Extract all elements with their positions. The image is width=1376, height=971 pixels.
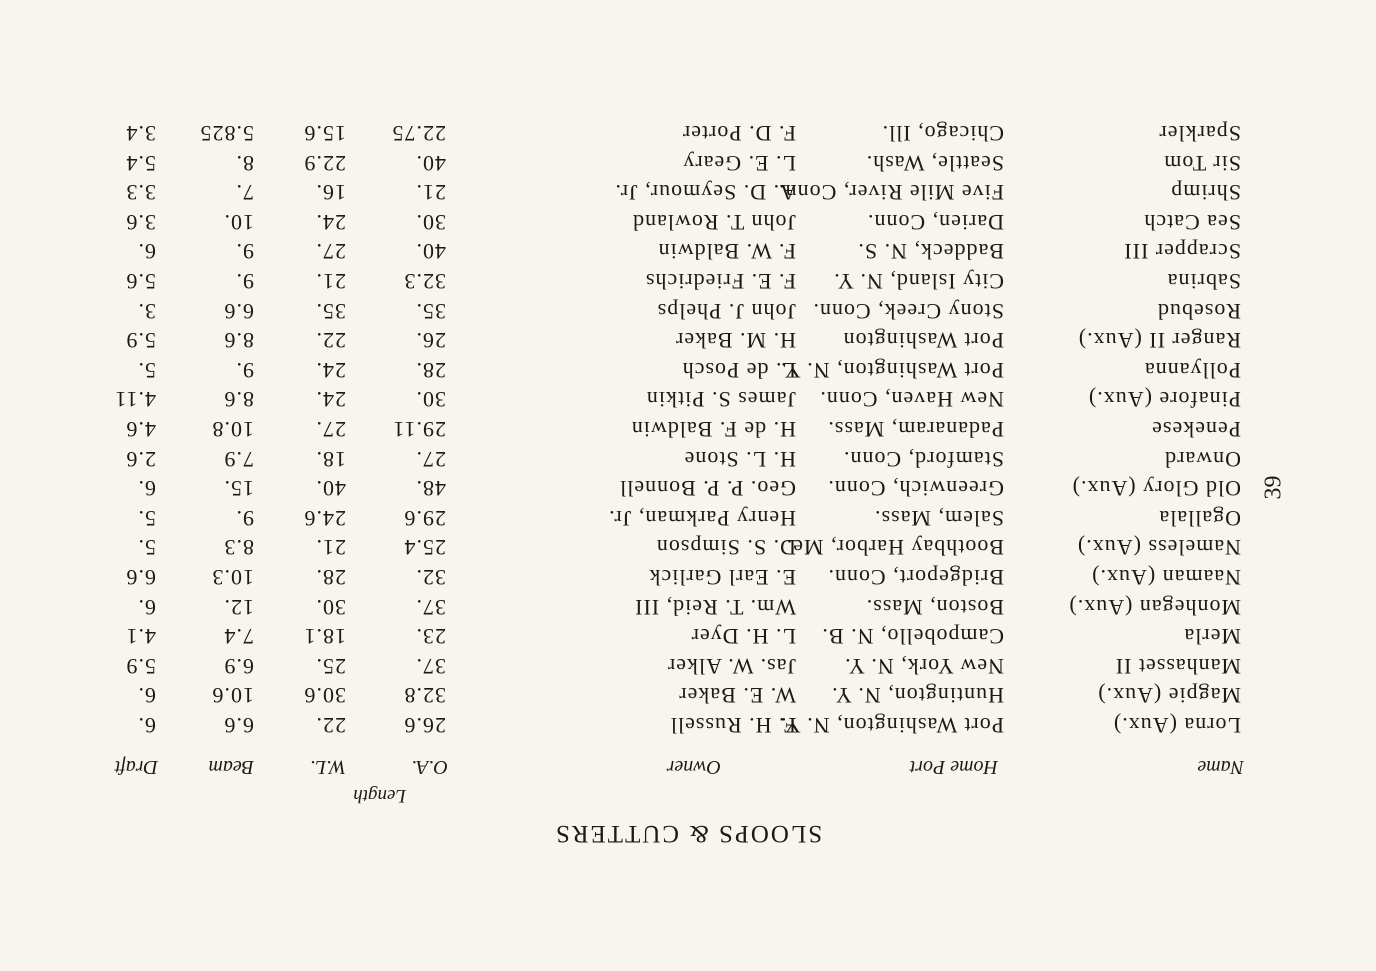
owner-name: D. S. Simpson bbox=[655, 535, 796, 561]
length-wl: 27. bbox=[315, 239, 346, 265]
draft-value: 4.6 bbox=[125, 417, 156, 442]
draft-value: 4.1 bbox=[125, 624, 156, 650]
length-oa: 40. bbox=[415, 239, 446, 265]
length-oa: 23. bbox=[415, 624, 446, 650]
draft-value: 6.6 bbox=[125, 565, 156, 590]
home-port: Campobello, N. B. bbox=[821, 624, 1004, 650]
length-wl: 24. bbox=[315, 387, 346, 413]
draft-value: 6. bbox=[137, 476, 156, 502]
length-wl: 40. bbox=[315, 476, 346, 502]
beam-value: 6.9 bbox=[223, 653, 254, 679]
table-row bbox=[0, 235, 1376, 265]
length-oa: 25.4 bbox=[403, 535, 446, 561]
page-heading: SLOOPS & CUTTERS bbox=[553, 820, 823, 847]
yacht-name: Nameless (Aux.) bbox=[1076, 535, 1241, 561]
length-wl: 22.9 bbox=[303, 150, 346, 176]
owner-name: John J. Phelps bbox=[656, 298, 796, 324]
length-wl: 22. bbox=[315, 713, 346, 738]
length-oa: 32. bbox=[415, 565, 446, 590]
owner-name: F. H. Russell bbox=[669, 713, 796, 738]
table-row bbox=[0, 709, 1376, 739]
length-wl: 30.6 bbox=[303, 683, 346, 709]
home-port: Five Mile River, Conn. bbox=[778, 180, 1004, 206]
yacht-name: Naaman (Aux.) bbox=[1091, 565, 1241, 590]
yacht-name: Penekese bbox=[1151, 417, 1241, 442]
owner-name: James S. Pitkin bbox=[645, 387, 796, 413]
owner-name: F. E. Friedrichs bbox=[644, 269, 796, 294]
owner-name: Jas. W. Alker bbox=[666, 653, 796, 679]
yacht-name: Old Glory (Aux.) bbox=[1071, 476, 1241, 502]
length-oa: 48. bbox=[415, 476, 446, 502]
length-wl: 18.1 bbox=[303, 624, 346, 650]
home-port: Port Washington, N. Y. bbox=[780, 357, 1004, 383]
home-port: Stamford, Conn. bbox=[842, 446, 1004, 472]
length-wl: 21. bbox=[315, 535, 346, 561]
table-row bbox=[0, 561, 1376, 591]
home-port: Greenwich, Conn. bbox=[827, 476, 1004, 502]
owner-name: Wm. T. Reid, III bbox=[634, 594, 796, 620]
table-row bbox=[0, 205, 1376, 235]
draft-value: 4.11 bbox=[114, 387, 156, 413]
column-header-draft: Draft bbox=[114, 756, 158, 778]
yacht-name: Lorna (Aux.) bbox=[1112, 713, 1241, 738]
length-wl: 35. bbox=[315, 298, 346, 324]
owner-name: L. E. Geary bbox=[682, 150, 796, 176]
home-port: Boston, Mass. bbox=[865, 594, 1004, 620]
draft-value: 3. bbox=[137, 298, 156, 324]
owner-name: W. E. Baker bbox=[678, 683, 796, 709]
draft-value: 6. bbox=[137, 239, 156, 265]
yacht-name: Magpie (Aux.) bbox=[1097, 683, 1241, 709]
length-wl: 24. bbox=[315, 209, 346, 235]
yacht-name: Rosebud bbox=[1157, 298, 1241, 324]
home-port: Boothbay Harbor, Me. bbox=[785, 535, 1004, 561]
table-row bbox=[0, 501, 1376, 531]
length-oa: 26.6 bbox=[403, 713, 446, 738]
length-oa: 21. bbox=[415, 180, 446, 206]
owner-name: F. D. Porter bbox=[681, 121, 796, 146]
draft-value: 5.9 bbox=[125, 328, 156, 354]
yacht-name: Merla bbox=[1183, 624, 1241, 650]
beam-value: 9. bbox=[235, 239, 254, 265]
beam-value: 10.6 bbox=[211, 683, 254, 709]
draft-value: 5. bbox=[137, 357, 156, 383]
home-port: New York, N. Y. bbox=[844, 653, 1004, 679]
yacht-name: Ogallala bbox=[1158, 505, 1241, 531]
table-row bbox=[0, 413, 1376, 443]
home-port: Bridgeport, Conn. bbox=[827, 565, 1004, 590]
beam-value: 15. bbox=[223, 476, 254, 502]
yacht-name: Onward bbox=[1164, 446, 1241, 472]
beam-value: 9. bbox=[235, 269, 254, 294]
home-port: New Haven, Conn. bbox=[819, 387, 1004, 413]
owner-name: F. W. Baldwin bbox=[657, 239, 796, 265]
owner-name: Henry Parkman, Jr. bbox=[608, 505, 796, 531]
home-port: Stony Creek, Conn. bbox=[812, 298, 1004, 324]
length-wl: 28. bbox=[315, 565, 346, 590]
draft-value: 5.4 bbox=[125, 150, 156, 176]
column-header-oa: O.A. bbox=[411, 756, 448, 778]
yacht-name: Sea Catch bbox=[1143, 209, 1241, 235]
beam-value: 10.8 bbox=[211, 417, 254, 442]
beam-value: 10. bbox=[223, 209, 254, 235]
home-port: Padanaram, Mass. bbox=[827, 417, 1004, 442]
home-port: Salem, Mass. bbox=[874, 505, 1004, 531]
home-port: Baddeck, N. S. bbox=[857, 239, 1004, 265]
column-header-owner: Owner bbox=[666, 756, 721, 778]
page-number: 39 bbox=[1260, 475, 1287, 500]
owner-name: H. L. Stone bbox=[683, 446, 796, 472]
table-row bbox=[0, 649, 1376, 679]
length-wl: 25. bbox=[315, 653, 346, 679]
beam-value: 7. bbox=[235, 180, 254, 206]
table-row bbox=[0, 383, 1376, 413]
table-row bbox=[0, 531, 1376, 561]
table-row bbox=[0, 146, 1376, 176]
beam-value: 8. bbox=[235, 150, 254, 176]
length-oa: 22.75 bbox=[391, 121, 446, 146]
length-wl: 24. bbox=[315, 357, 346, 383]
length-group-label: Length bbox=[353, 785, 406, 806]
yacht-name: Sir Tom bbox=[1163, 150, 1241, 176]
length-wl: 24.6 bbox=[303, 505, 346, 531]
length-oa: 29.6 bbox=[403, 505, 446, 531]
length-oa: 32.8 bbox=[403, 683, 446, 709]
draft-value: 6. bbox=[137, 594, 156, 620]
beam-value: 9. bbox=[235, 357, 254, 383]
draft-value: 3.6 bbox=[125, 209, 156, 235]
home-port: Seattle, Wash. bbox=[865, 150, 1004, 176]
length-oa: 28. bbox=[415, 357, 446, 383]
draft-value: 6. bbox=[137, 713, 156, 738]
table-row bbox=[0, 679, 1376, 709]
beam-value: 7.4 bbox=[223, 624, 254, 650]
beam-value: 9. bbox=[235, 505, 254, 531]
table-row bbox=[0, 620, 1376, 650]
length-oa: 29.11 bbox=[392, 417, 446, 442]
draft-value: 2.6 bbox=[125, 446, 156, 472]
home-port: Chicago, Ill. bbox=[881, 121, 1004, 146]
table-row bbox=[0, 265, 1376, 295]
beam-value: 6.6 bbox=[223, 298, 254, 324]
table-row bbox=[0, 442, 1376, 472]
length-oa: 32.3 bbox=[403, 269, 446, 294]
length-wl: 15.6 bbox=[303, 121, 346, 146]
column-header-home-port: Home Port bbox=[909, 756, 998, 778]
length-oa: 30. bbox=[415, 209, 446, 235]
home-port: Port Washington bbox=[842, 328, 1004, 354]
table-row bbox=[0, 294, 1376, 324]
length-oa: 37. bbox=[415, 594, 446, 620]
yacht-name: Sabrina bbox=[1166, 269, 1241, 294]
draft-value: 6. bbox=[137, 683, 156, 709]
column-header-beam: Beam bbox=[208, 756, 254, 778]
length-wl: 18. bbox=[315, 446, 346, 472]
length-wl: 21. bbox=[315, 269, 346, 294]
table-row bbox=[0, 324, 1376, 354]
yacht-name: Monhegan (Aux.) bbox=[1068, 594, 1241, 620]
length-oa: 37. bbox=[415, 653, 446, 679]
length-oa: 26. bbox=[415, 328, 446, 354]
owner-name: A. D. Seymour, Jr. bbox=[614, 180, 796, 206]
home-port: Darien, Conn. bbox=[866, 209, 1004, 235]
draft-value: 3.3 bbox=[125, 180, 156, 206]
table-row bbox=[0, 117, 1376, 147]
yacht-name: Scrapper III bbox=[1123, 239, 1241, 265]
beam-value: 8.3 bbox=[223, 535, 254, 561]
draft-value: 5.6 bbox=[125, 269, 156, 294]
yacht-name: Manhasset II bbox=[1114, 653, 1241, 679]
table-row bbox=[0, 472, 1376, 502]
yacht-name: Pollyanna bbox=[1144, 357, 1241, 383]
draft-value: 5. bbox=[137, 535, 156, 561]
yacht-name: Shrimp bbox=[1170, 180, 1241, 206]
length-wl: 16. bbox=[315, 180, 346, 206]
beam-value: 6.6 bbox=[223, 713, 254, 738]
owner-name: Geo. P. P. Bonnell bbox=[619, 476, 796, 502]
table-row bbox=[0, 353, 1376, 383]
yacht-name: Pinafore (Aux.) bbox=[1087, 387, 1241, 413]
owner-name: L. de Posch bbox=[681, 357, 796, 383]
home-port: City Island, N. Y. bbox=[833, 269, 1004, 294]
length-wl: 22. bbox=[315, 328, 346, 354]
table-row bbox=[0, 176, 1376, 206]
beam-value: 10.3 bbox=[211, 565, 254, 590]
beam-value: 7.9 bbox=[223, 446, 254, 472]
owner-name: H. M. Baker bbox=[675, 328, 796, 354]
draft-value: 5.9 bbox=[125, 653, 156, 679]
owner-name: H. de F. Baldwin bbox=[630, 417, 796, 442]
beam-value: 12. bbox=[223, 594, 254, 620]
beam-value: 5.825 bbox=[199, 121, 254, 146]
length-oa: 27. bbox=[415, 446, 446, 472]
owner-name: John T. Rowland bbox=[632, 209, 796, 235]
owner-name: L. H. Dyer bbox=[690, 624, 796, 650]
draft-value: 3.4 bbox=[125, 121, 156, 146]
length-oa: 30. bbox=[415, 387, 446, 413]
column-header-wl: W.L. bbox=[310, 756, 346, 778]
yacht-name: Sparkler bbox=[1158, 121, 1241, 146]
yacht-name: Ranger II (Aux.) bbox=[1077, 328, 1241, 354]
length-oa: 35. bbox=[415, 298, 446, 324]
length-oa: 40. bbox=[415, 150, 446, 176]
length-wl: 27. bbox=[315, 417, 346, 442]
column-header-name: Name bbox=[1197, 756, 1244, 778]
owner-name: E. Earl Garlick bbox=[648, 565, 796, 590]
length-wl: 30. bbox=[315, 594, 346, 620]
beam-value: 8.6 bbox=[223, 387, 254, 413]
table-row bbox=[0, 590, 1376, 620]
draft-value: 5. bbox=[137, 505, 156, 531]
home-port: Huntington, N. Y. bbox=[831, 683, 1004, 709]
beam-value: 8.6 bbox=[223, 328, 254, 354]
home-port: Port Washington, N. Y. bbox=[780, 713, 1004, 738]
